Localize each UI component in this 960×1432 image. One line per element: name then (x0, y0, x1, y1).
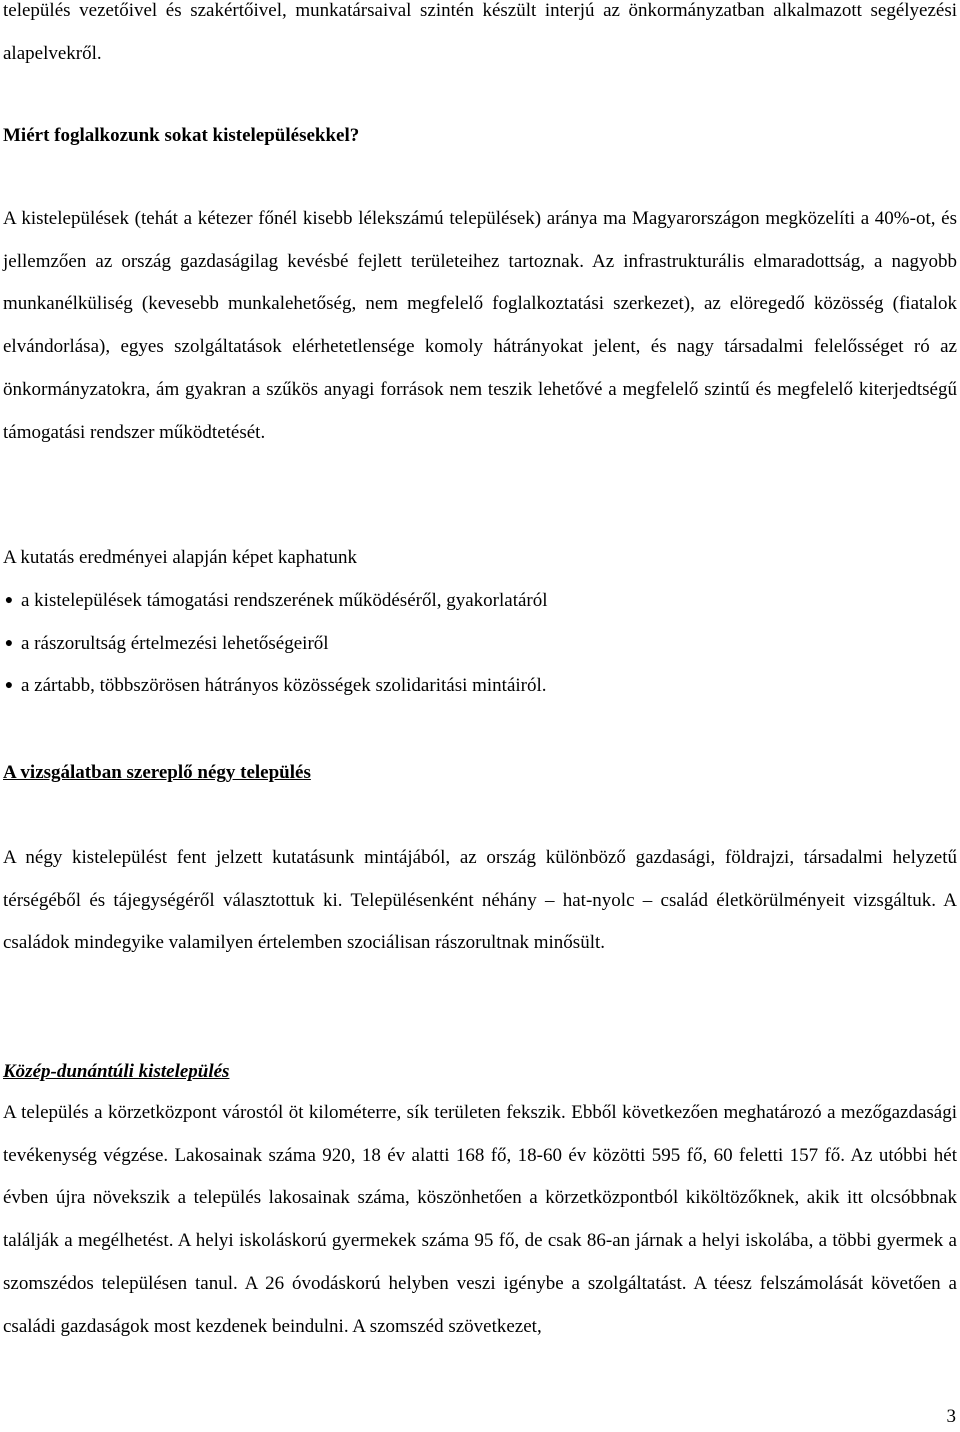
results-intro: A kutatás eredményei alapján képet kaphatunk (3, 547, 358, 568)
section-heading: A vizsgálatban szereplő négy település (3, 762, 311, 783)
intro-paragraph: település vezetőivel és szakértőivel, munkatársaival szintén készült interjú az önkormányzatban alkalmazott segélyezési alapelvekről. (3, 0, 957, 64)
list-item (3, 580, 957, 623)
list-item (3, 623, 957, 666)
results-bullet-list (3, 580, 957, 708)
question-heading: Miért foglalkozunk sokat kistelepülésekkel? (3, 125, 360, 146)
bullet-icon: ● (4, 593, 14, 608)
list-item-text: a zártabb, többszörösen hátrányos közösségek szolidaritási mintáiról. (21, 675, 547, 697)
page-number: 3 (946, 1406, 956, 1427)
list-item-text: a kistelepülések támogatási rendszerének működéséről, gyakorlatáról (21, 590, 548, 611)
list-item (3, 665, 957, 708)
list-item-text: a rászorultság értelmezési lehetőségeiről (21, 632, 329, 654)
paragraph-central-transdanubia: A település a körzetközpont várostól öt kilométerre, sík területen fekszik. Ebből következően meghatározó a mezőgazdasági tevékenység végzése. Lakosainak száma 920, 18 év alatti 168 fő, 18-60 év közötti 595 fő, 60 feletti 157 fő. Az utóbbi hét évben újra növekszik a település lakosainak száma, köszönhetően a körzetközpontból kiköltözőknek, akik itt olcsóbbnak találják a megélhetést. A helyi iskoláskorú gyermekek száma 95 fő, de csak 86-an járnak a helyi iskolába, a többi gyermek a szomszédos településen tanul. A 26 óvodáskorú helyben veszi igénybe a szolgáltatást. A téesz felszámolását követően a családi gazdaságok most kezdenek beindulni. A szomszéd szövetkezet, (3, 1102, 957, 1337)
bullet-icon: ● (4, 635, 14, 651)
subsection-heading: Közép-dunántúli kistelepülés (3, 1061, 230, 1082)
paragraph-small-settlements: A kistelepülések (tehát a kétezer főnél kisebb lélekszámú települések) aránya ma Magyarországon megközelíti a 40%-ot, és jellemzően az ország gazdaságilag kevésbé fejlett területeihez tartoznak. Az infrastrukturális elmaradottság, a nagyobb munkanélküliség (kevesebb munkalehetőség, nem megfelelő foglalkoztatási szerkezet), az elöregedő közösség (fiatalok elvándorlása), egyes szolgáltatások elérhetetlensége komoly hátrányokat jelent, és nagy társadalmi felelősséget ró az önkormányzatokra, ám gyakran a szűkös anyagi források nem teszik lehetővé a megfelelő szintű és megfelelő kiterjedtségű támogatási rendszer működtetését. (3, 208, 957, 443)
paragraph-four-settlements: A négy kistelepülést fent jelzett kutatásunk mintájából, az ország különböző gazdasági, földrajzi, társadalmi helyzetű térségéből és tájegységéről választottuk ki. Településenként néhány – hat-nyolc – család életkörülményeit vizsgáltuk. A családok mindegyike valamilyen értelemben szociálisan rászorultnak minősült. (3, 847, 957, 954)
bullet-icon: ● (4, 678, 14, 694)
